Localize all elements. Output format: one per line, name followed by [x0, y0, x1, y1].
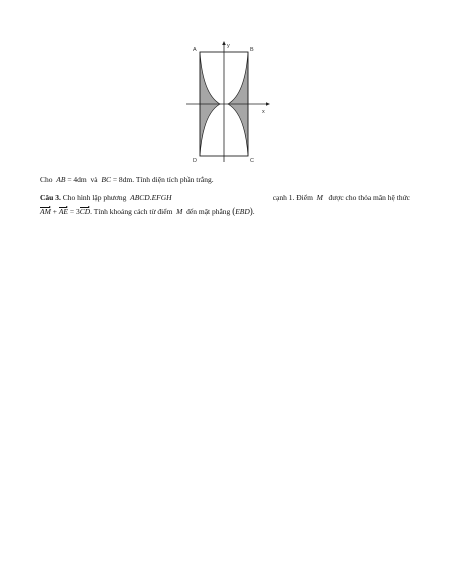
segment-ab: AB [56, 175, 66, 184]
label-y: y [227, 43, 230, 49]
cube-name: ABCD.EFGH [130, 193, 172, 202]
vector-cd: CD [79, 207, 91, 216]
label-a: A [193, 47, 197, 53]
vector-am: AM [40, 207, 51, 216]
label-x: x [262, 109, 265, 115]
question-3-line-1: Câu 3. Cho hình lập phương ABCD.EFGH cạnh 1. Điểm M được cho thỏa mãn hệ thức [40, 193, 410, 202]
label-c: C [250, 158, 254, 164]
point-m-2: M [176, 207, 183, 216]
point-m: M [316, 193, 323, 202]
x-axis-arrow [266, 102, 270, 106]
question-3-line-2: AM + AE = 3CD. Tính khoảng cách từ điểm M đến mặt phẳng (EBD). [40, 206, 255, 216]
question-3-label: Câu 3. [40, 193, 61, 202]
plane-ebd: EBD [235, 207, 250, 216]
y-axis-arrow [222, 41, 226, 45]
label-b: B [250, 47, 254, 53]
vector-ae: AE [58, 207, 68, 216]
segment-bc: BC [101, 175, 111, 184]
label-d: D [193, 158, 197, 164]
shaded-region-figure [180, 38, 276, 168]
problem-statement-line: Cho AB = 4dm và BC = 8dm. Tính diện tích phần trắng. [40, 175, 214, 184]
